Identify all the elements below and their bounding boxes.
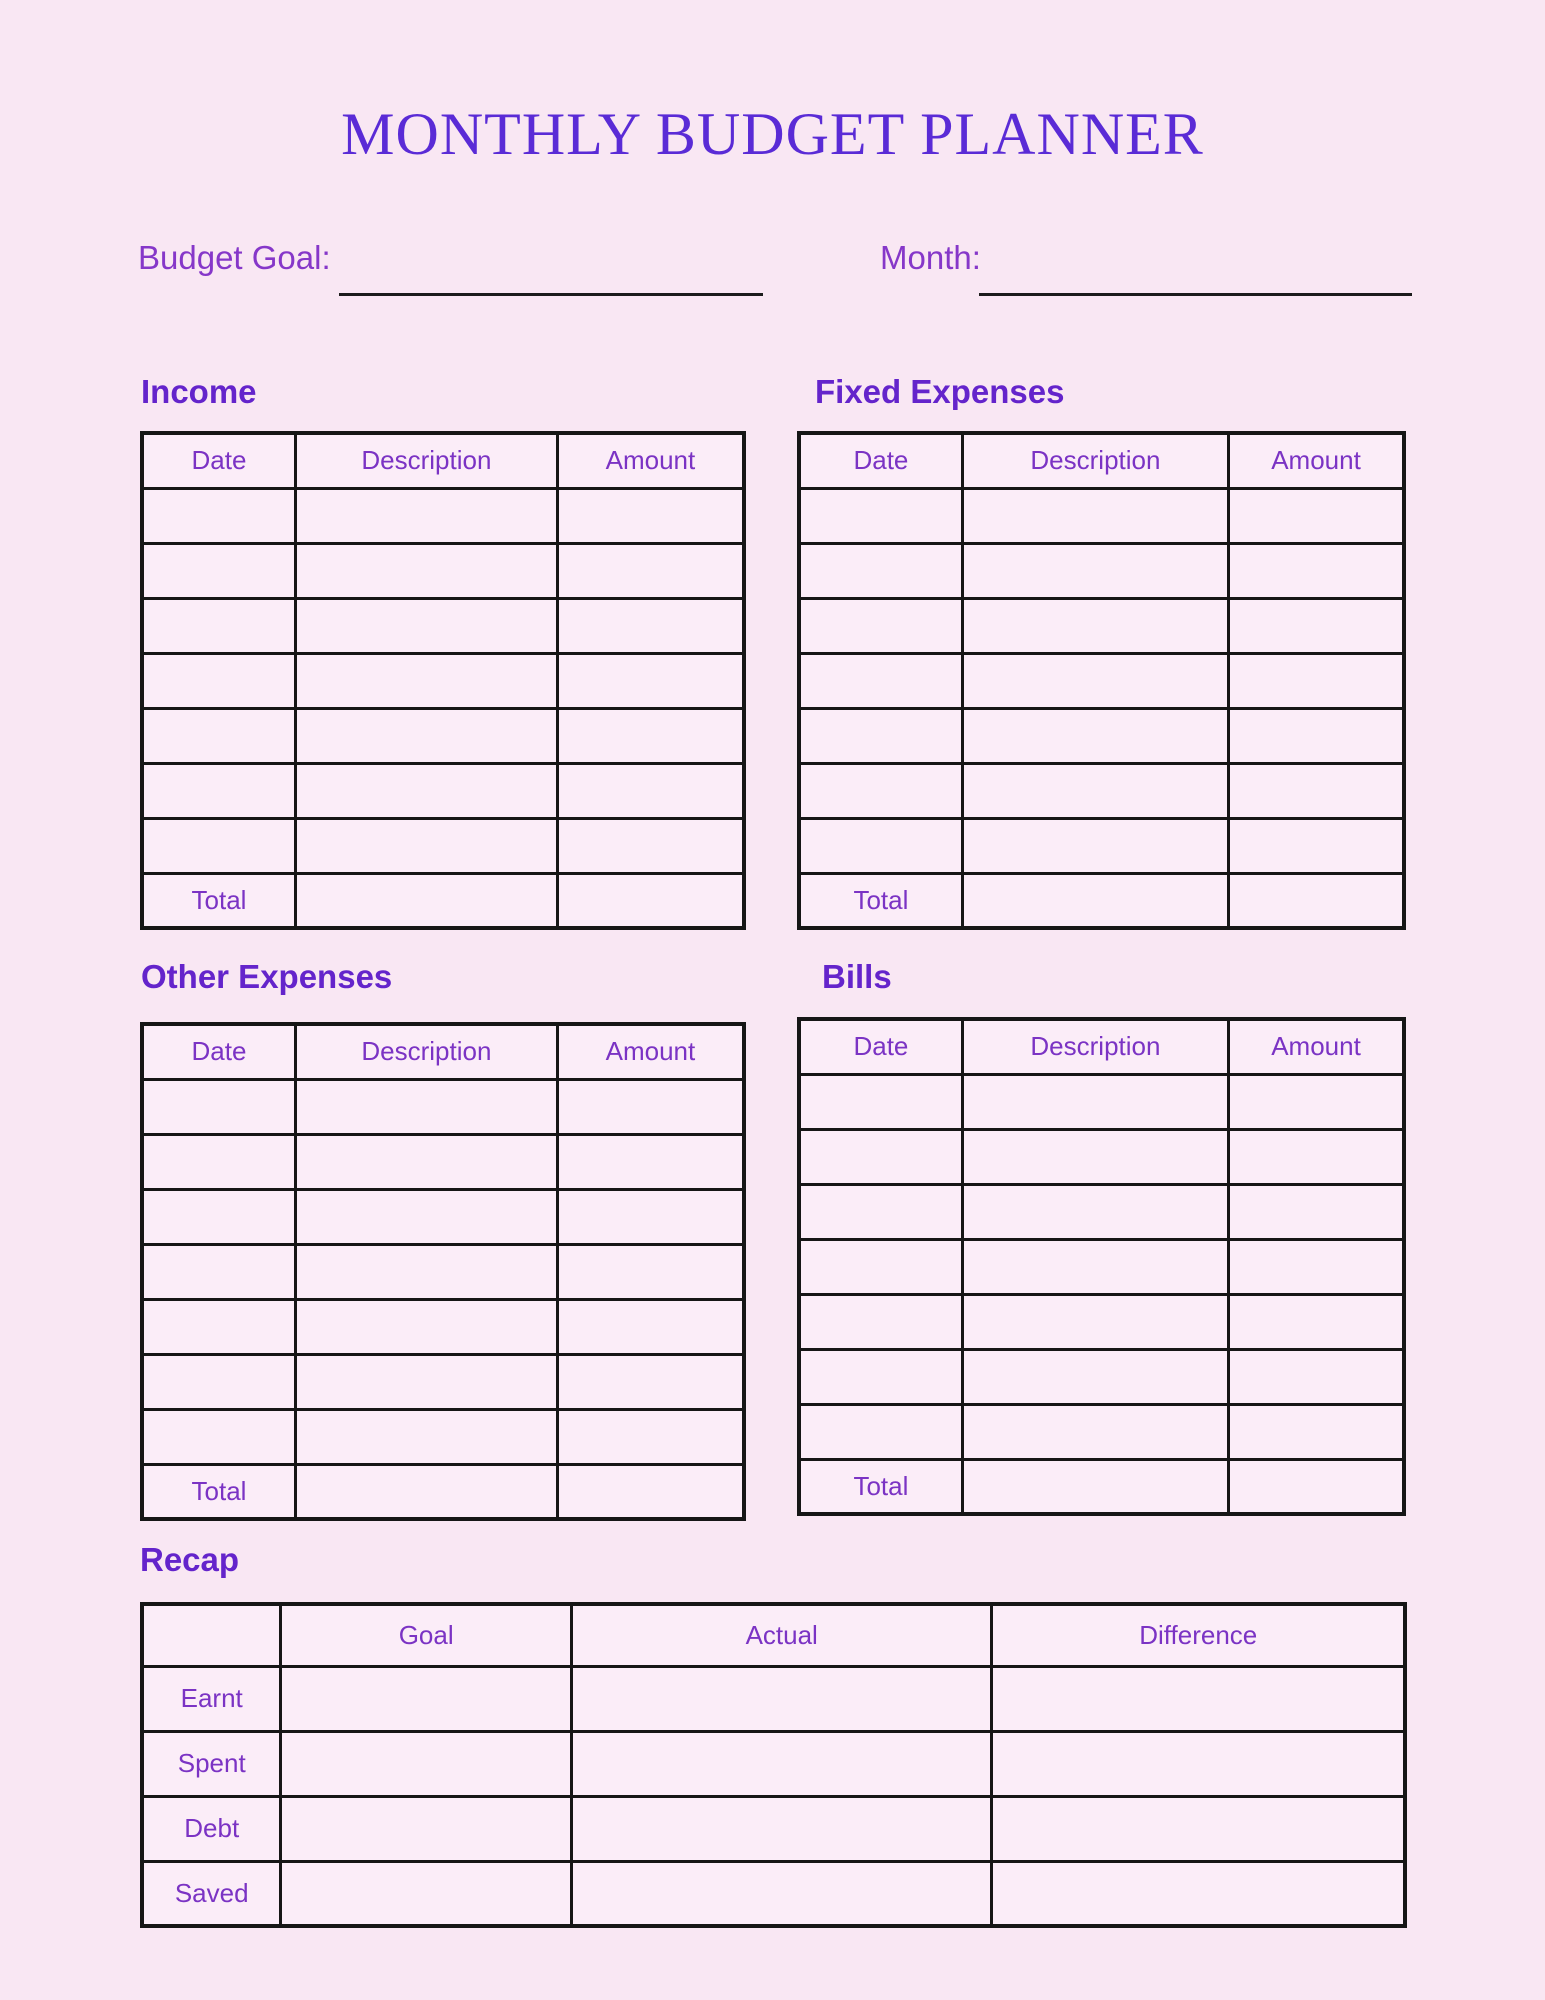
- bills-description-cell[interactable]: [962, 1349, 1228, 1404]
- other-expenses-description-cell[interactable]: [296, 1134, 558, 1189]
- bills-amount-cell[interactable]: [1229, 1074, 1404, 1129]
- fixed-expenses-row: [799, 708, 1404, 763]
- recap-row-saved: [142, 1861, 1405, 1926]
- other-expenses-row: [142, 1244, 744, 1299]
- recap-col-header-blank: [142, 1604, 281, 1666]
- bills-description-cell[interactable]: [962, 1404, 1228, 1459]
- bills-amount-cell[interactable]: [1229, 1129, 1404, 1184]
- bills-description-cell[interactable]: [962, 1129, 1228, 1184]
- other-expenses-total-row: [142, 1464, 744, 1519]
- bills-table: [797, 1017, 1406, 1516]
- fixed-expenses-row: [799, 653, 1404, 708]
- bills-description-cell[interactable]: [962, 1074, 1228, 1129]
- income-table: [140, 431, 746, 930]
- bills-date-cell[interactable]: [799, 1294, 962, 1349]
- fixed-expenses-description-cell[interactable]: [962, 598, 1228, 653]
- income-description-cell[interactable]: [296, 653, 558, 708]
- recap-earnt-actual-cell[interactable]: [571, 1666, 992, 1731]
- recap-row-label-earnt: Earnt: [142, 1666, 281, 1731]
- recap-header-row: [142, 1604, 1405, 1666]
- other-expenses-amount-cell[interactable]: [557, 1409, 744, 1464]
- other-expenses-amount-cell[interactable]: [557, 1079, 744, 1134]
- fixed-expenses-row: [799, 598, 1404, 653]
- recap-table: [140, 1602, 1407, 1928]
- recap-row-label-spent: Spent: [142, 1731, 281, 1796]
- income-row: [142, 653, 744, 708]
- income-description-cell[interactable]: [296, 598, 558, 653]
- income-description-cell[interactable]: [296, 488, 558, 543]
- income-total-label: Total: [142, 873, 296, 928]
- fixed-expenses-amount-cell[interactable]: [1229, 763, 1404, 818]
- fixed-expenses-section-heading: Fixed Expenses: [815, 373, 1065, 410]
- other-expenses-date-cell[interactable]: [142, 1134, 296, 1189]
- income-amount-cell[interactable]: [557, 763, 744, 818]
- other-expenses-row: [142, 1134, 744, 1189]
- recap-row-label-saved: Saved: [142, 1861, 281, 1926]
- income-amount-cell[interactable]: [557, 598, 744, 653]
- bills-row: [799, 1349, 1404, 1404]
- bills-description-cell[interactable]: [962, 1184, 1228, 1239]
- other-expenses-row: [142, 1299, 744, 1354]
- fixed-expenses-total-row: [799, 873, 1404, 928]
- income-amount-cell[interactable]: [557, 818, 744, 873]
- month-label: Month:: [880, 239, 981, 276]
- recap-col-header-actual: Actual: [571, 1604, 992, 1666]
- budget-goal-label: Budget Goal:: [138, 239, 331, 276]
- fixed-expenses-description-cell[interactable]: [962, 543, 1228, 598]
- other-expenses-date-cell[interactable]: [142, 1079, 296, 1134]
- recap-saved-goal-cell[interactable]: [281, 1861, 571, 1926]
- income-amount-cell[interactable]: [557, 543, 744, 598]
- fixed-expenses-row: [799, 488, 1404, 543]
- income-date-cell[interactable]: [142, 653, 296, 708]
- recap-debt-actual-cell[interactable]: [571, 1796, 992, 1861]
- bills-row: [799, 1074, 1404, 1129]
- income-row: [142, 818, 744, 873]
- other-expenses-description-cell[interactable]: [296, 1409, 558, 1464]
- other-expenses-col-header-amount: Amount: [557, 1024, 744, 1079]
- other-expenses-amount-cell[interactable]: [557, 1244, 744, 1299]
- bills-date-cell[interactable]: [799, 1129, 962, 1184]
- other-expenses-amount-cell[interactable]: [557, 1189, 744, 1244]
- bills-row: [799, 1294, 1404, 1349]
- fixed-expenses-date-cell[interactable]: [799, 653, 962, 708]
- income-date-cell[interactable]: [142, 818, 296, 873]
- recap-earnt-difference-cell[interactable]: [992, 1666, 1405, 1731]
- other-expenses-date-cell[interactable]: [142, 1189, 296, 1244]
- income-row: [142, 598, 744, 653]
- fixed-expenses-date-cell[interactable]: [799, 488, 962, 543]
- bills-row: [799, 1184, 1404, 1239]
- income-description-cell[interactable]: [296, 818, 558, 873]
- income-amount-cell[interactable]: [557, 653, 744, 708]
- recap-row-debt: [142, 1796, 1405, 1861]
- fixed-expenses-row: [799, 543, 1404, 598]
- bills-date-cell[interactable]: [799, 1074, 962, 1129]
- fixed-expenses-row: [799, 763, 1404, 818]
- other-expenses-row: [142, 1354, 744, 1409]
- other-expenses-row: [142, 1409, 744, 1464]
- bills-total-label: Total: [799, 1459, 962, 1514]
- recap-earnt-goal-cell[interactable]: [281, 1666, 571, 1731]
- bills-header-row: [799, 1019, 1404, 1074]
- recap-debt-goal-cell[interactable]: [281, 1796, 571, 1861]
- recap-saved-actual-cell[interactable]: [571, 1861, 992, 1926]
- other-expenses-description-cell[interactable]: [296, 1189, 558, 1244]
- fixed-expenses-date-cell[interactable]: [799, 818, 962, 873]
- income-amount-cell[interactable]: [557, 708, 744, 763]
- bills-col-header-description: Description: [962, 1019, 1228, 1074]
- fixed-expenses-header-row: [799, 433, 1404, 488]
- income-col-header-amount: Amount: [557, 433, 744, 488]
- other-expenses-description-cell[interactable]: [296, 1299, 558, 1354]
- other-expenses-total-description-cell[interactable]: [296, 1464, 558, 1519]
- fixed-expenses-amount-cell[interactable]: [1229, 708, 1404, 763]
- bills-amount-cell[interactable]: [1229, 1239, 1404, 1294]
- other-expenses-total-label: Total: [142, 1464, 296, 1519]
- bills-row: [799, 1404, 1404, 1459]
- fixed-expenses-description-cell[interactable]: [962, 653, 1228, 708]
- income-description-cell[interactable]: [296, 708, 558, 763]
- recap-row-earnt: [142, 1666, 1405, 1731]
- bills-amount-cell[interactable]: [1229, 1404, 1404, 1459]
- fixed-expenses-total-label: Total: [799, 873, 962, 928]
- fixed-expenses-col-header-description: Description: [962, 433, 1228, 488]
- income-date-cell[interactable]: [142, 763, 296, 818]
- income-section-heading: Income: [141, 373, 257, 410]
- income-row: [142, 763, 744, 818]
- recap-spent-difference-cell[interactable]: [992, 1731, 1405, 1796]
- income-description-cell[interactable]: [296, 543, 558, 598]
- income-total-description-cell[interactable]: [296, 873, 558, 928]
- fixed-expenses-col-header-date: Date: [799, 433, 962, 488]
- fixed-expenses-date-cell[interactable]: [799, 598, 962, 653]
- fixed-expenses-date-cell[interactable]: [799, 763, 962, 818]
- other-expenses-date-cell[interactable]: [142, 1299, 296, 1354]
- other-expenses-description-cell[interactable]: [296, 1354, 558, 1409]
- income-total-row: [142, 873, 744, 928]
- recap-row-spent: [142, 1731, 1405, 1796]
- recap-spent-actual-cell[interactable]: [571, 1731, 992, 1796]
- income-row: [142, 543, 744, 598]
- bills-col-header-amount: Amount: [1229, 1019, 1404, 1074]
- fixed-expenses-description-cell[interactable]: [962, 763, 1228, 818]
- budget-goal-input-line[interactable]: [339, 293, 763, 296]
- bills-section-heading: Bills: [822, 958, 892, 995]
- income-col-header-description: Description: [296, 433, 558, 488]
- other-expenses-row: [142, 1189, 744, 1244]
- income-amount-cell[interactable]: [557, 488, 744, 543]
- recap-col-header-goal: Goal: [281, 1604, 571, 1666]
- bills-total-amount-cell[interactable]: [1229, 1459, 1404, 1514]
- page-title: MONTHLY BUDGET PLANNER: [341, 101, 1204, 167]
- other-expenses-col-header-description: Description: [296, 1024, 558, 1079]
- fixed-expenses-description-cell[interactable]: [962, 818, 1228, 873]
- other-expenses-amount-cell[interactable]: [557, 1299, 744, 1354]
- bills-date-cell[interactable]: [799, 1239, 962, 1294]
- bills-amount-cell[interactable]: [1229, 1294, 1404, 1349]
- bills-date-cell[interactable]: [799, 1184, 962, 1239]
- month-input-line[interactable]: [979, 293, 1412, 296]
- income-date-cell[interactable]: [142, 543, 296, 598]
- income-total-amount-cell[interactable]: [557, 873, 744, 928]
- fixed-expenses-date-cell[interactable]: [799, 708, 962, 763]
- other-expenses-description-cell[interactable]: [296, 1079, 558, 1134]
- fixed-expenses-amount-cell[interactable]: [1229, 543, 1404, 598]
- recap-col-header-difference: Difference: [992, 1604, 1405, 1666]
- bills-description-cell[interactable]: [962, 1294, 1228, 1349]
- bills-description-cell[interactable]: [962, 1239, 1228, 1294]
- recap-saved-difference-cell[interactable]: [992, 1861, 1405, 1926]
- fixed-expenses-description-cell[interactable]: [962, 708, 1228, 763]
- other-expenses-section-heading: Other Expenses: [141, 958, 393, 995]
- other-expenses-date-cell[interactable]: [142, 1409, 296, 1464]
- bills-date-cell[interactable]: [799, 1404, 962, 1459]
- bills-row: [799, 1239, 1404, 1294]
- fixed-expenses-col-header-amount: Amount: [1229, 433, 1404, 488]
- fixed-expenses-table: [797, 431, 1406, 930]
- fixed-expenses-amount-cell[interactable]: [1229, 653, 1404, 708]
- other-expenses-header-row: [142, 1024, 744, 1079]
- income-col-header-date: Date: [142, 433, 296, 488]
- recap-debt-difference-cell[interactable]: [992, 1796, 1405, 1861]
- other-expenses-total-amount-cell[interactable]: [557, 1464, 744, 1519]
- recap-spent-goal-cell[interactable]: [281, 1731, 571, 1796]
- bills-amount-cell[interactable]: [1229, 1349, 1404, 1404]
- other-expenses-amount-cell[interactable]: [557, 1134, 744, 1189]
- other-expenses-col-header-date: Date: [142, 1024, 296, 1079]
- other-expenses-table: [140, 1022, 746, 1521]
- bills-amount-cell[interactable]: [1229, 1184, 1404, 1239]
- fixed-expenses-description-cell[interactable]: [962, 488, 1228, 543]
- fixed-expenses-date-cell[interactable]: [799, 543, 962, 598]
- income-date-cell[interactable]: [142, 598, 296, 653]
- income-date-cell[interactable]: [142, 708, 296, 763]
- income-row: [142, 708, 744, 763]
- bills-row: [799, 1129, 1404, 1184]
- fixed-expenses-amount-cell[interactable]: [1229, 598, 1404, 653]
- income-date-cell[interactable]: [142, 488, 296, 543]
- income-row: [142, 488, 744, 543]
- fixed-expenses-total-amount-cell[interactable]: [1229, 873, 1404, 928]
- recap-row-label-debt: Debt: [142, 1796, 281, 1861]
- income-header-row: [142, 433, 744, 488]
- other-expenses-date-cell[interactable]: [142, 1354, 296, 1409]
- other-expenses-date-cell[interactable]: [142, 1244, 296, 1299]
- fixed-expenses-amount-cell[interactable]: [1229, 818, 1404, 873]
- bills-date-cell[interactable]: [799, 1349, 962, 1404]
- bills-total-row: [799, 1459, 1404, 1514]
- fixed-expenses-amount-cell[interactable]: [1229, 488, 1404, 543]
- fixed-expenses-total-description-cell[interactable]: [962, 873, 1228, 928]
- income-description-cell[interactable]: [296, 763, 558, 818]
- bills-total-description-cell[interactable]: [962, 1459, 1228, 1514]
- other-expenses-row: [142, 1079, 744, 1134]
- other-expenses-description-cell[interactable]: [296, 1244, 558, 1299]
- recap-section-heading: Recap: [140, 1541, 240, 1578]
- fixed-expenses-row: [799, 818, 1404, 873]
- bills-col-header-date: Date: [799, 1019, 962, 1074]
- other-expenses-amount-cell[interactable]: [557, 1354, 744, 1409]
